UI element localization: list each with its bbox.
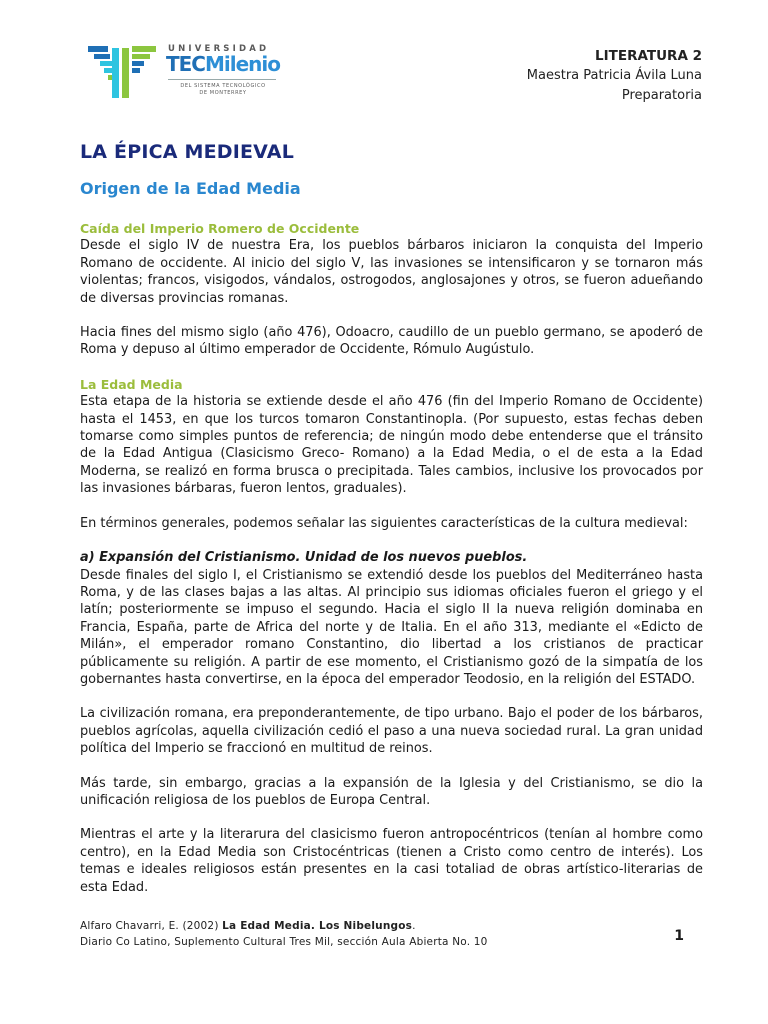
page-number: 1 (674, 928, 684, 944)
teacher-name: Maestra Patricia Ávila Luna (526, 68, 702, 83)
paragraph: En términos generales, podemos señalar las siguientes características de la cultura medieval: (80, 515, 688, 531)
citation-title: La Edad Media. Los Nibelungos (222, 920, 413, 932)
paragraph: Hacia fines del mismo siglo (año 476), Odoacro, caudillo de un pueblo germano, se apoderó de Roma y depuso al último emperador de Occidente, Rómulo Augústulo. (80, 325, 703, 358)
citation-line-1: Alfaro Chavarri, E. (2002) La Edad Media. Los Nibelungos. (80, 920, 416, 932)
course-name: LITERATURA 2 (595, 48, 702, 64)
citation-line-2: Diario Co Latino, Suplemento Cultural Tres Mil, sección Aula Abierta No. 10 (80, 936, 488, 948)
school-level: Preparatoria (621, 88, 702, 103)
section-heading-caida: Caída del Imperio Romero de Occidente (80, 221, 360, 236)
paragraph: Mientras el arte y la literarura del clasicismo fueron antropocéntricos (tenían al hombre como centro), en la Edad Media son Cristocéntricas (tienen a Cristo como centro de interés). Los temas e ideales religiosos están presentes en la casi totaliad de obras artístico-literarias de esta Edad. (80, 827, 703, 895)
paragraph: Desde el siglo IV de nuestra Era, los pueblos bárbaros iniciaron la conquista del Imperio Romano de occidente. Al inicio del siglo V, las invasiones se intensificaron y se tornaron más violentas; francos, visigodos, vándalos, ostrogodos, anglosajones y otros, se fueron adueñando de diversas provincias romanas. (80, 238, 703, 306)
tecmilenio-emblem-icon (86, 40, 162, 104)
paragraph: La civilización romana, era preponderantemente, de tipo urbano. Bajo el poder de los bárbaros, pueblos agrícolas, aquella civilización cedió el paso a una nueva sociedad rural. La gran unidad política del Imperio se fraccionó en multitud de reinos. (80, 706, 703, 757)
course-header (527, 46, 702, 106)
paragraph: Más tarde, sin embargo, gracias a la expansión de la Iglesia y del Cristianismo, se dio la unificación religiosa de los pueblos de Europa Central. (80, 775, 703, 808)
page-subtitle: Origen de la Edad Media (80, 179, 301, 198)
subsection-heading-expansion: a) Expansión del Cristianismo. Unidad de los nuevos pueblos. (80, 550, 528, 566)
logo-brand-text: TECMilenio (166, 52, 280, 76)
document-body (80, 220, 703, 896)
paragraph: Esta etapa de la historia se extiende desde el año 476 (fin del Imperio Romano de Occidente) hasta el 1453, en que los turcos tomaron Constantinopla. (Por supuesto, estas fechas deben tomarse como simples puntos de referencia; de ningún modo debe entenderse que el tránsito de la Edad Antigua (Clasicismo Greco- Romano) a la Edad Media, o el de esta a la Edad Moderna, se realizó en forma brusca o precipitada. Tales cambios, inclusive los provocados por las invasiones bárbaras, fueron lentos, graduales). (80, 394, 703, 497)
logo-university-text: UNIVERSIDAD (168, 44, 270, 54)
page-title: LA ÉPICA MEDIEVAL (80, 141, 294, 163)
footer-citation (80, 918, 488, 950)
logo-divider (168, 79, 276, 80)
paragraph: Desde finales del siglo I, el Cristianismo se extendió desde los pueblos del Mediterráneo hasta Roma, y de las clases bajas a las altas. Al principio sus idiomas oficiales fueron el griego y el latín; posteriormente se impuso el segundo. Hacia el siglo II la nueva religión dominaba en Francia, España, parte de Africa del norte y de Italia. En el año 313, mediante el «Edicto de Milán», el emperador romano Constantino, dio libertad a los cristianos de practicar públicamente su religión. A partir de ese momento, el Cristianismo gozó de la simpatía de los gobernantes hasta convertirse, en la época del emperador Teodosio, en la religión del ESTADO. (80, 567, 703, 687)
section-heading-edad-media: La Edad Media (80, 376, 183, 392)
logo-subtext: DEL SISTEMA TECNOLÓGICO DE MONTERREY (180, 83, 266, 96)
university-logo (86, 40, 286, 104)
